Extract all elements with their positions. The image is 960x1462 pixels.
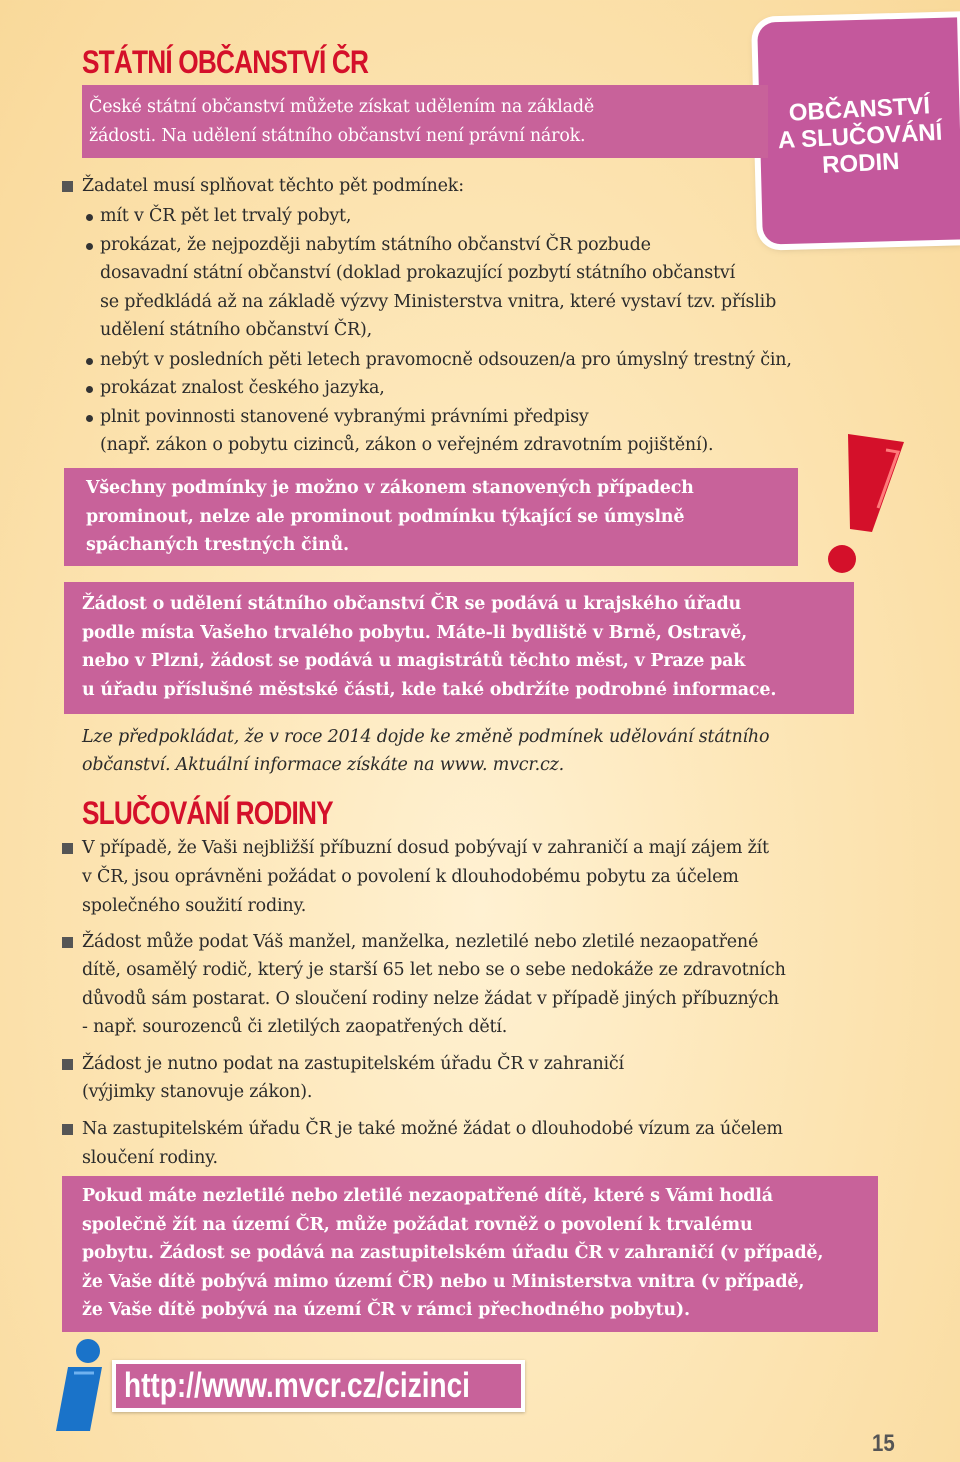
child-line: pobytu. Žádost se podává na zastupitelském úřadu ČR v zahraničí (v případě, bbox=[82, 1243, 824, 1263]
condition-line: plnit povinnosti stanovené vybranými právními předpisy bbox=[100, 407, 589, 427]
chapter-tag-line: A SLUČOVÁNÍ bbox=[777, 118, 943, 155]
office-line: podle místa Vašeho trvalého pobytu. Máte-li bydliště v Brně, Ostravě, bbox=[82, 623, 748, 643]
child-line: společně žít na území ČR, může požádat rovněž o povolení k trvalému bbox=[82, 1215, 753, 1235]
warning-line: Všechny podmínky je možno v zákonem stanovených případech bbox=[86, 478, 694, 498]
bullet-icon bbox=[86, 415, 93, 422]
family-line: v ČR, jsou oprávněni požádat o povolení k dlouhodobému pobytu za účelem bbox=[82, 867, 739, 887]
bullet-icon bbox=[86, 358, 93, 365]
office-line: nebo v Plzni, žádost se podává u magistrátů těchto měst, v Praze pak bbox=[82, 651, 746, 671]
family-line: - např. sourozenců či zletilých zaopatřených dětí. bbox=[82, 1017, 508, 1037]
condition-line: mít v ČR pět let trvalý pobyt, bbox=[100, 206, 352, 226]
bullet-icon bbox=[86, 386, 93, 393]
child-line: že Vaše dítě pobývá mimo území ČR) nebo u Ministerstva vnitra (v případě, bbox=[82, 1272, 805, 1292]
intro-box bbox=[82, 85, 768, 158]
family-line: společného soužití rodiny. bbox=[82, 896, 307, 916]
condition-line: udělení státního občanství ČR), bbox=[100, 320, 372, 340]
conditions-heading: Žadatel musí splňovat těchto pět podmínek: bbox=[82, 176, 464, 196]
chapter-tag bbox=[757, 17, 960, 244]
child-line: Pokud máte nezletilé nebo zletilé nezaopatřené dítě, které s Vámi hodlá bbox=[82, 1186, 773, 1206]
family-line: Žádost je nutno podat na zastupitelském úřadu ČR v zahraničí bbox=[82, 1054, 624, 1074]
family-line: Žádost může podat Váš manžel, manželka, nezletilé nebo zletilé nezaopatřené bbox=[82, 932, 759, 952]
note-line: Lze předpokládat, že v roce 2014 dojde ke změně podmínek udělování státního bbox=[82, 727, 770, 747]
square-bullet-icon bbox=[62, 843, 73, 854]
exclamation-icon bbox=[800, 428, 910, 578]
page-number: 15 bbox=[872, 1430, 895, 1457]
warning-line: prominout, nelze ale prominout podmínku týkající se úmyslně bbox=[86, 507, 685, 527]
family-line: V případě, že Vaši nejbližší příbuzní dosud pobývají v zahraničí a mají zájem žít bbox=[82, 838, 769, 858]
condition-line: se předkládá až na základě výzvy Ministerstva vnitra, které vystaví tzv. příslib bbox=[100, 292, 777, 312]
condition-line: nebýt v posledních pěti letech pravomocně odsouzen/a pro úmyslný trestný čin, bbox=[100, 350, 792, 370]
square-bullet-icon bbox=[62, 181, 73, 192]
condition-line: prokázat, že nejpozději nabytím státního občanství ČR pozbude bbox=[100, 235, 651, 255]
family-line: sloučení rodiny. bbox=[82, 1148, 218, 1168]
office-line: Žádost o udělení státního občanství ČR se podává u krajského úřadu bbox=[82, 594, 742, 614]
mvcr-link[interactable]: http://www.mvcr.cz/cizinci bbox=[124, 1366, 470, 1405]
child-line: že Vaše dítě pobývá na území ČR v rámci přechodného pobytu). bbox=[82, 1300, 690, 1320]
bullet-icon bbox=[86, 214, 93, 221]
square-bullet-icon bbox=[62, 1124, 73, 1135]
chapter-tag-line: OBČANSTVÍ bbox=[788, 92, 931, 127]
square-bullet-icon bbox=[62, 1059, 73, 1070]
chapter-tag-line: RODIN bbox=[821, 147, 901, 179]
condition-line: dosavadní státní občanství (doklad prokazující pozbytí státního občanství bbox=[100, 263, 735, 283]
bullet-icon bbox=[86, 243, 93, 250]
family-line: (výjimky stanovuje zákon). bbox=[82, 1082, 313, 1102]
note-line: občanství. Aktuální informace získáte na www. mvcr.cz. bbox=[82, 755, 564, 775]
intro-line: České státní občanství můžete získat udělením na základě bbox=[89, 97, 595, 117]
warning-line: spáchaných trestných činů. bbox=[86, 535, 349, 555]
condition-line: prokázat znalost českého jazyka, bbox=[100, 378, 385, 398]
section-title-family: SLUČOVÁNÍ RODINY bbox=[82, 795, 333, 831]
url-box bbox=[112, 1360, 525, 1412]
office-line: u úřadu příslušné městské části, kde také obdržíte podrobné informace. bbox=[82, 680, 777, 700]
intro-line: žádosti. Na udělení státního občanství není právní nárok. bbox=[89, 126, 586, 146]
family-line: dítě, osamělý rodič, který je starší 65 let nebo se o sebe nedokáže ze zdravotních bbox=[82, 960, 786, 980]
square-bullet-icon bbox=[62, 937, 73, 948]
section-title-citizenship: STÁTNÍ OBČANSTVÍ ČR bbox=[82, 44, 369, 80]
family-line: důvodů sám postarat. O sloučení rodiny nelze žádat v případě jiných příbuzných bbox=[82, 989, 779, 1009]
family-line: Na zastupitelském úřadu ČR je také možné žádat o dlouhodobé vízum za účelem bbox=[82, 1119, 783, 1139]
office-box bbox=[64, 582, 854, 714]
warning-box bbox=[64, 468, 798, 566]
info-icon bbox=[44, 1335, 116, 1435]
child-box bbox=[62, 1176, 878, 1332]
condition-line: (např. zákon o pobytu cizinců, zákon o veřejném zdravotním pojištění). bbox=[100, 435, 714, 455]
